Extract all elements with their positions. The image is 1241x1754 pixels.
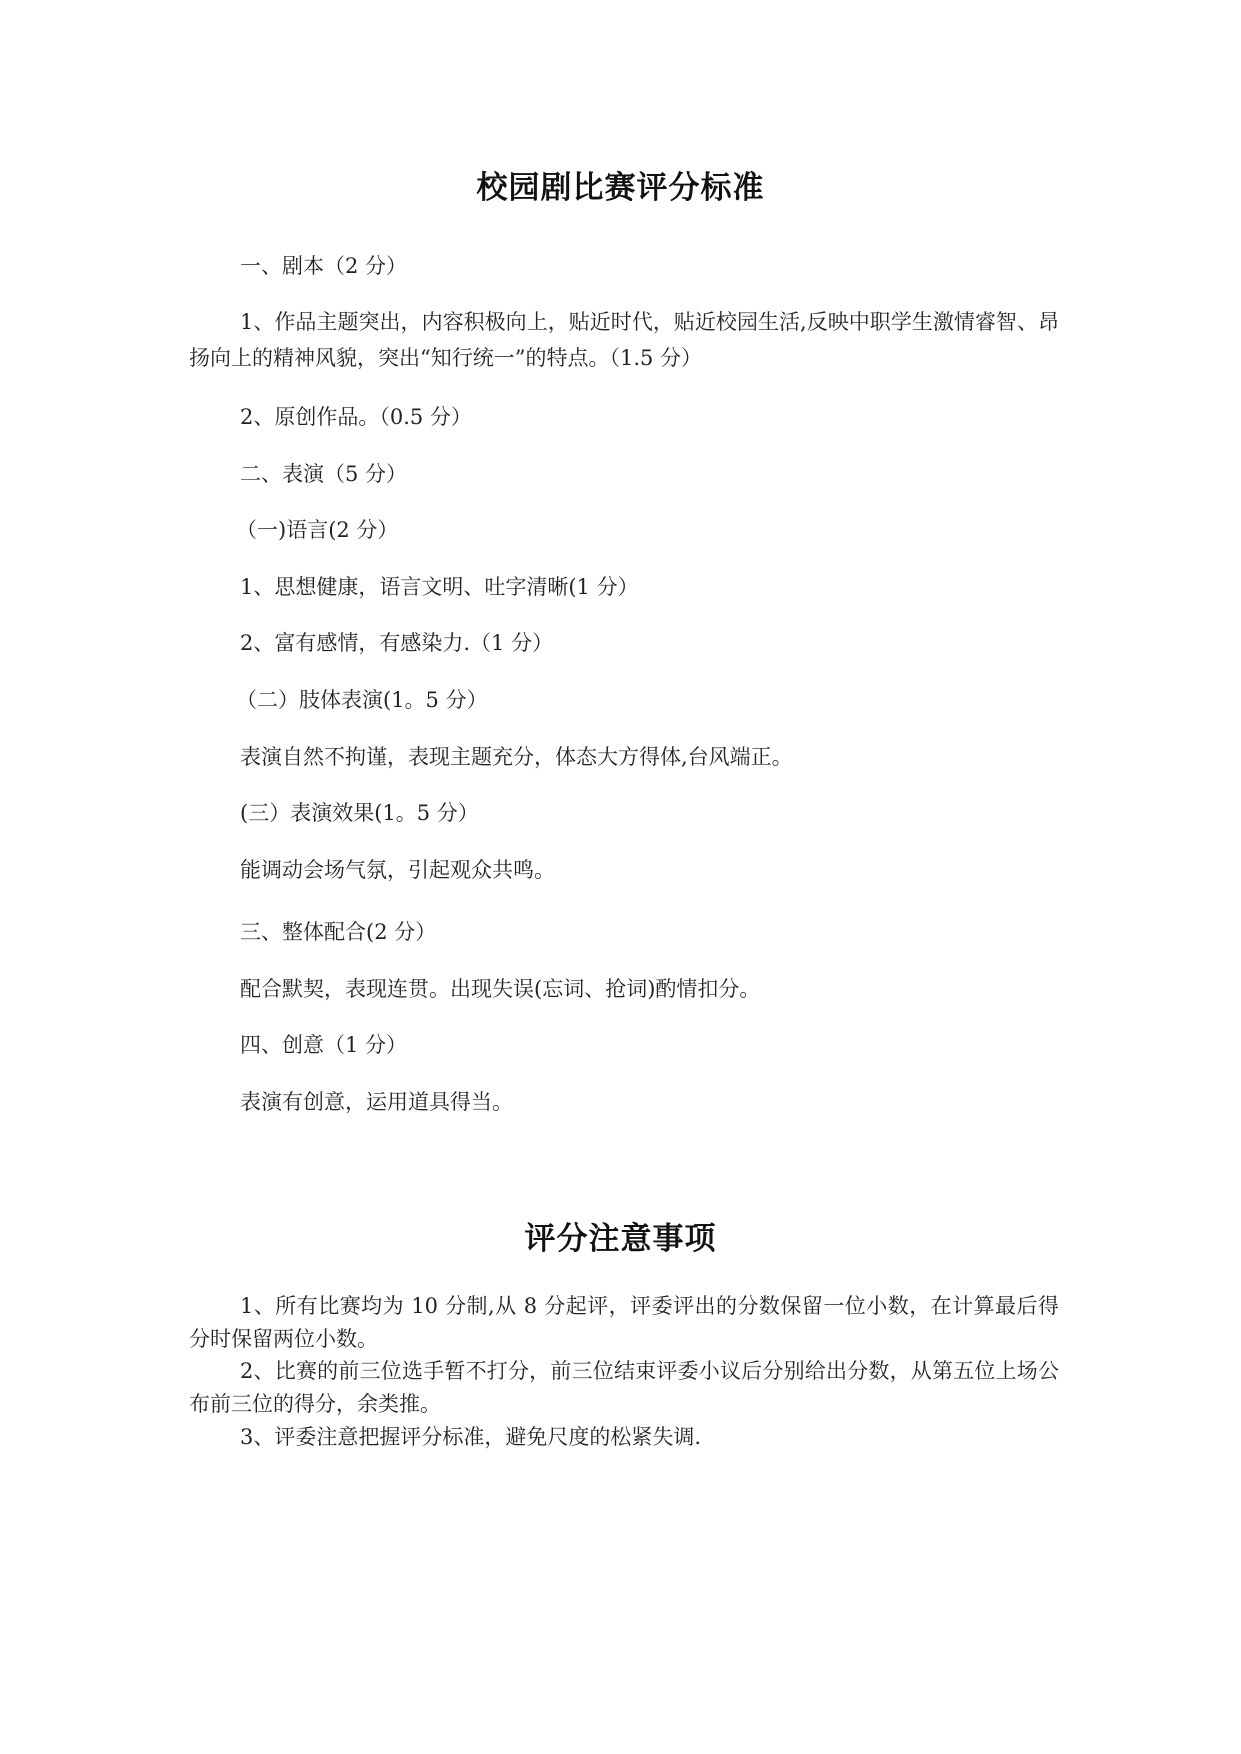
section-creativity-heading: 四、创意（1 分）	[240, 1033, 408, 1057]
section-script-heading: 一、剧本（2 分）	[240, 254, 408, 278]
scoring-note-1: 1、所有比赛均为 10 分制,从 8 分起评，评委评出的分数保留一位小数，在计算最后得分时保留两位小数。	[189, 1294, 1059, 1351]
language-subheading: （一)语言(2 分）	[236, 518, 399, 542]
script-criterion-1: 1、作品主题突出，内容积极向上，贴近时代，贴近校园生活,反映中职学生激情睿智、昂扬向上的精神风貌，突出“知行统一”的特点。（1.5 分）	[189, 310, 1059, 370]
section-teamwork-heading: 三、整体配合(2 分）	[240, 920, 437, 944]
creativity-criterion: 表演有创意，运用道具得当。	[240, 1090, 513, 1114]
language-criterion-1: 1、思想健康，语言文明、吐字清晰(1 分）	[240, 575, 639, 599]
performance-effect-criterion: 能调动会场气氛，引起观众共鸣。	[240, 858, 555, 882]
body-performance-criterion: 表演自然不拘谨，表现主题充分，体态大方得体,台风端正。	[240, 745, 793, 769]
teamwork-criterion: 配合默契，表现连贯。出现失误(忘词、抢词)酌情扣分。	[240, 977, 761, 1001]
scoring-note-3: 3、评委注意把握评分标准，避免尺度的松紧失调.	[240, 1425, 702, 1449]
scoring-standard-title: 校园剧比赛评分标准	[476, 170, 765, 206]
section-performance-heading: 二、表演（5 分）	[240, 462, 408, 486]
body-performance-subheading: （二）肢体表演(1。5 分）	[236, 688, 488, 712]
scoring-note-2: 2、比赛的前三位选手暂不打分，前三位结束评委小议后分别给出分数，从第五位上场公布前三位的得分，余类推。	[189, 1359, 1059, 1416]
script-criterion-2: 2、原创作品。（0.5 分）	[240, 405, 472, 429]
performance-effect-subheading: (三）表演效果(1。5 分）	[240, 801, 479, 825]
scoring-notes-title: 评分注意事项	[524, 1221, 717, 1257]
language-criterion-2: 2、富有感情，有感染力.（1 分）	[240, 631, 554, 655]
